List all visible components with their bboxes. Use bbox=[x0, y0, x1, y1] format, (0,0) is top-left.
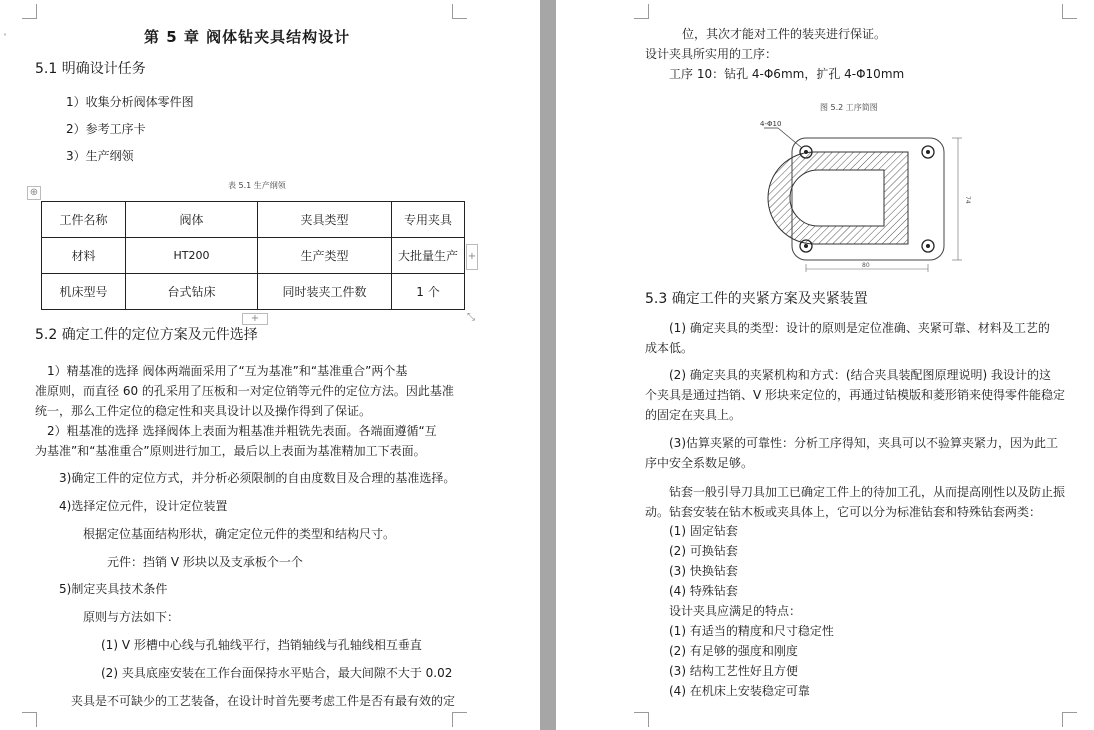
paragraph-line: 位，其次才能对工件的装夹进行保证。 bbox=[682, 27, 887, 41]
dimension-width: 80 bbox=[862, 262, 870, 269]
paragraph-line: 为基准”和“基准重合”原则进行加工，最后以上表面为基准精加工下表面。 bbox=[35, 444, 426, 458]
table-resize-handle[interactable]: ⤡ bbox=[467, 312, 475, 323]
add-column-button[interactable]: + bbox=[466, 244, 478, 270]
table-row bbox=[42, 274, 465, 310]
paragraph-line: 准原则，而直径 60 的孔采用了压板和一对定位销等元件的定位方法。因此基准 bbox=[35, 384, 454, 398]
table-cell: 阀体 bbox=[126, 202, 258, 238]
crop-mark bbox=[22, 712, 37, 727]
table-cell: 生产类型 bbox=[258, 238, 392, 274]
list-item: (4) 在机床上安装稳定可靠 bbox=[669, 684, 810, 698]
list-item: (1) 有适当的精度和尺寸稳定性 bbox=[669, 624, 834, 638]
crop-mark bbox=[634, 4, 649, 19]
list-item: (4) 特殊钻套 bbox=[669, 584, 738, 598]
paragraph-line: 3)确定工件的定位方式，并分析必须限制的自由度数目及合理的基准选择。 bbox=[59, 471, 456, 485]
process-sketch-figure bbox=[752, 112, 992, 282]
section-heading-5-2: 5.2 确定工件的定位方案及元件选择 bbox=[35, 327, 258, 343]
table-row bbox=[42, 238, 465, 274]
dimension-height: 74 bbox=[964, 196, 971, 204]
paragraph-line: 元件：挡销 V 形块以及支承板个一个 bbox=[107, 555, 303, 569]
paragraph-line: 1）精基准的选择 阀体两端面采用了“互为基准”和“基准重合”两个基 bbox=[47, 364, 408, 378]
table-cell: 同时装夹工件数 bbox=[258, 274, 392, 310]
production-table bbox=[41, 201, 465, 310]
figure-caption: 图 5.2 工序简图 bbox=[820, 103, 878, 112]
paragraph-line: 5)制定夹具技术条件 bbox=[59, 582, 168, 596]
crop-mark bbox=[452, 4, 467, 19]
add-row-button[interactable]: + bbox=[242, 313, 268, 325]
table-caption: 表 5.1 生产纲领 bbox=[228, 181, 286, 190]
crop-mark bbox=[1062, 4, 1077, 19]
list-item: 3）生产纲领 bbox=[66, 149, 134, 163]
list-item: (3) 结构工艺性好且方便 bbox=[669, 664, 798, 678]
paragraph-line: 成本低。 bbox=[645, 341, 694, 355]
crop-mark bbox=[1062, 712, 1077, 727]
list-item: (2) 有足够的强度和刚度 bbox=[669, 644, 798, 658]
table-cell: 材料 bbox=[42, 238, 126, 274]
table-row bbox=[42, 202, 465, 238]
crop-mark bbox=[452, 712, 467, 727]
paragraph-line: (3)估算夹紧的可靠性：分析工序得知，夹具可以不验算夹紧力，因为此工 bbox=[669, 436, 1059, 450]
paragraph-line: 2）粗基准的选择 选择阀体上表面为粗基准并粗铣先表面。各端面遵循“互 bbox=[47, 424, 437, 438]
leader-line bbox=[778, 128, 802, 148]
table-cell: 夹具类型 bbox=[258, 202, 392, 238]
paragraph-line: (2) 确定夹具的夹紧机构和方式：(结合夹具装配图原理说明) 我设计的这 bbox=[669, 368, 1051, 382]
crop-mark bbox=[634, 712, 649, 727]
paragraph-line: 动。钻套安装在钻木板或夹具体上，它可以分为标准钻套和特殊钻套两类： bbox=[645, 505, 1042, 519]
paragraph-line: 设计夹具所实用的工序： bbox=[645, 47, 778, 61]
list-item: 2）参考工序卡 bbox=[66, 122, 146, 136]
paragraph-line: 工序 10：钻孔 4-Φ6mm，扩孔 4-Φ10mm bbox=[669, 67, 905, 81]
paragraph-line: (1) 确定夹具的类型：设计的原则是定位准确、夹紧可靠、材料及工艺的 bbox=[669, 321, 1050, 335]
section-heading-5-1: 5.1 明确设计任务 bbox=[35, 61, 146, 77]
paragraph-line: 的固定在夹具上。 bbox=[645, 408, 742, 422]
hole-callout: 4-Φ10 bbox=[760, 120, 782, 128]
table-cell: 专用夹具 bbox=[392, 202, 465, 238]
list-item: (1) 固定钻套 bbox=[669, 524, 738, 538]
paragraph-line: 夹具是不可缺少的工艺装备，在设计时首先要考虑工件是否有最有效的定 bbox=[71, 694, 456, 708]
crop-mark bbox=[22, 4, 37, 19]
paragraph-line: 设计夹具应满足的特点： bbox=[669, 604, 802, 618]
paragraph-line: 根据定位基面结构形状，确定定位元件的类型和结构尺寸。 bbox=[83, 527, 396, 541]
table-cell: 大批量生产 bbox=[392, 238, 465, 274]
table-cell: 台式钻床 bbox=[126, 274, 258, 310]
chapter-title: 第 5 章 阀体钻夹具结构设计 bbox=[144, 28, 351, 46]
hole-mark bbox=[804, 150, 808, 154]
margin-marker: ˅ bbox=[3, 33, 7, 42]
list-item: 1）收集分析阀体零件图 bbox=[66, 95, 194, 109]
paragraph-line: (2) 夹具底座安装在工作台面保持水平贴合，最大间隙不大于 0.02 bbox=[101, 666, 453, 680]
paragraph-line: 钻套一般引导刀具加工已确定工件上的待加工孔，从而提高刚性以及防止振 bbox=[669, 485, 1066, 499]
paragraph-line: (1) V 形槽中心线与孔轴线平行，挡销轴线与孔轴线相互垂直 bbox=[101, 638, 422, 652]
table-cell: 工件名称 bbox=[42, 202, 126, 238]
list-item: (2) 可换钻套 bbox=[669, 544, 738, 558]
document-page-left bbox=[0, 0, 540, 730]
paragraph-line: 原则与方法如下： bbox=[83, 610, 180, 624]
section-heading-5-3: 5.3 确定工件的夹紧方案及夹紧装置 bbox=[645, 291, 868, 307]
paragraph-line: 统一，那么工件定位的稳定性和夹具设计以及操作得到了保证。 bbox=[35, 404, 372, 418]
table-cell: HT200 bbox=[126, 238, 258, 274]
hatched-section bbox=[768, 152, 908, 244]
hole-mark bbox=[926, 244, 930, 248]
hole-mark bbox=[804, 244, 808, 248]
table-cell: 机床型号 bbox=[42, 274, 126, 310]
table-move-handle[interactable]: ⊕ bbox=[27, 186, 41, 200]
paragraph-line: 序中安全系数足够。 bbox=[645, 456, 754, 470]
list-item: (3) 快换钻套 bbox=[669, 564, 738, 578]
hole-mark bbox=[926, 150, 930, 154]
table-cell: 1 个 bbox=[392, 274, 465, 310]
document-page-right bbox=[556, 0, 1094, 730]
paragraph-line: 个夹具是通过挡销、V 形块来定位的，再通过钻模版和菱形销来使得零件能稳定 bbox=[645, 388, 1066, 402]
page-gutter bbox=[540, 0, 556, 730]
paragraph-line: 4)选择定位元件，设计定位装置 bbox=[59, 499, 228, 513]
